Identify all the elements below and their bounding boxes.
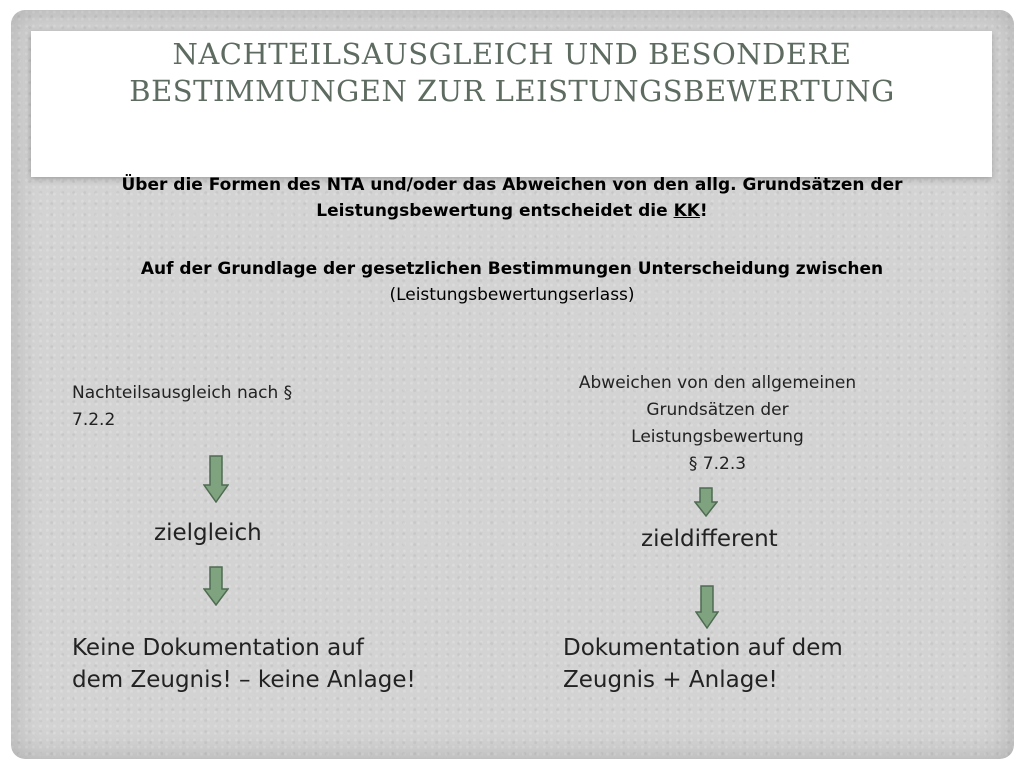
right-heading <box>520 370 915 478</box>
intro-line-1: Über die Formen des NTA und/oder das Abweichen von den allg. Grundsätzen der <box>121 175 903 195</box>
intro-line-2-end: ! <box>699 201 708 221</box>
arrow-down-icon <box>203 455 229 503</box>
left-heading-line-2: 7.2.2 <box>72 410 116 430</box>
intro-text <box>40 172 984 224</box>
slide-title <box>40 36 984 110</box>
right-heading-line-1: Abweichen von den allgemeinen <box>578 373 857 393</box>
arrow-down-icon <box>203 566 229 606</box>
right-heading-line-4: § 7.2.3 <box>688 454 747 474</box>
left-result-line-1: Keine Dokumentation auf <box>72 635 364 661</box>
arrow-down-icon <box>695 585 719 629</box>
right-heading-line-3: Leistungsbewertung <box>631 427 804 447</box>
right-result-line-2: Zeugnis + Anlage! <box>563 667 778 693</box>
left-heading <box>72 380 292 434</box>
left-middle-label: zielgleich <box>154 520 262 546</box>
left-result <box>72 632 416 696</box>
right-middle-label: zieldifferent <box>641 526 778 552</box>
left-result-line-2: dem Zeugnis! – keine Anlage! <box>72 667 416 693</box>
arrow-down-icon <box>694 487 718 517</box>
right-heading-line-2: Grundsätzen der <box>646 400 789 420</box>
title-line-2: BESTIMMUNGEN ZUR LEISTUNGSBEWERTUNG <box>129 74 895 108</box>
basis-line-1: Auf der Grundlage der gesetzlichen Bestimmungen Unterscheidung zwischen <box>140 259 884 279</box>
kk-abbreviation: KK <box>673 201 700 221</box>
intro-line-2: Leistungsbewertung entscheidet die <box>316 201 674 221</box>
right-result-line-1: Dokumentation auf dem <box>563 635 843 661</box>
title-line-1: NACHTEILSAUSGLEICH UND BESONDERE <box>172 37 852 71</box>
right-result <box>563 632 843 696</box>
basis-line-2: (Leistungsbewertungserlass) <box>389 285 635 305</box>
basis-text <box>40 256 984 308</box>
left-heading-line-1: Nachteilsausgleich nach § <box>72 383 293 403</box>
